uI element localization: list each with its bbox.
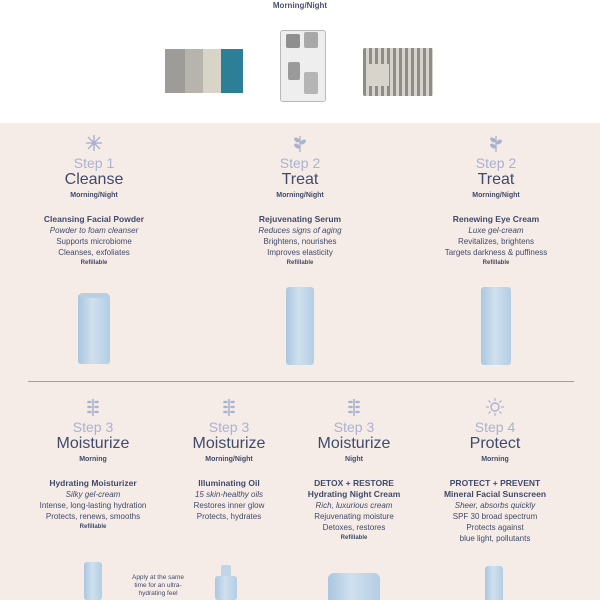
product-desc: Sheer, absorbs quickly — [454, 501, 536, 510]
application-note: Apply at the same time for an ultra-hydrating feel — [131, 574, 185, 597]
section-divider — [28, 381, 574, 382]
product-benefit: SPF 30 broad spectrum — [452, 512, 538, 521]
product-desc: Luxe gel-cream — [468, 226, 524, 235]
step-treat-serum — [218, 133, 382, 268]
step-time: Morning — [481, 456, 509, 463]
illuminating-oil-image — [215, 576, 237, 600]
product-benefit: Brightens, nourishes — [263, 237, 337, 246]
rejuvenating-serum-image — [286, 287, 314, 365]
product-benefit: Rejuvenating moisture — [314, 512, 394, 521]
product-benefit: Revitalizes, brightens — [457, 237, 535, 246]
step-moisturize-night — [289, 397, 419, 543]
product-desc: 15 skin-healthy oils — [194, 490, 264, 499]
product-benefit: Improves elasticity — [267, 248, 333, 257]
step-number: Step 2 — [475, 155, 517, 171]
face-cloths-image — [165, 49, 243, 95]
step-title: Moisturize — [56, 435, 130, 452]
top-band — [0, 0, 600, 123]
leaf-pattern-icon — [219, 397, 239, 417]
step-time: Morning/Night — [70, 192, 118, 199]
refillable-label: Refillable — [79, 524, 107, 530]
product-name: Renewing Eye Cream — [452, 214, 540, 224]
step-title: Protect — [469, 435, 521, 452]
step-time: Morning/Night — [205, 456, 253, 463]
product-name-line2: Mineral Facial Sunscreen — [443, 489, 547, 499]
wash-bag-image — [276, 26, 330, 106]
hydrating-moisturizer-image — [84, 562, 102, 600]
product-benefit: Protects, renews, smooths — [45, 512, 141, 521]
product-name: PROTECT + PREVENT — [449, 478, 541, 488]
step-title: Treat — [281, 171, 319, 188]
step-title: Moisturize — [192, 435, 266, 452]
step-time: Morning/Night — [276, 192, 324, 199]
product-benefit: Intense, long-lasting hydration — [39, 501, 147, 510]
step-number: Step 4 — [474, 419, 516, 435]
product-desc: Reduces signs of aging — [258, 226, 342, 235]
leaf-pattern-icon — [344, 397, 364, 417]
product-name: Illuminating Oil — [198, 478, 260, 488]
step-moisturize-hydrating — [28, 397, 158, 532]
leaf-branch-icon — [486, 133, 506, 153]
product-desc: Powder to foam cleanser — [49, 226, 139, 235]
step-title: Cleanse — [64, 171, 124, 188]
product-benefit: blue light, pollutants — [459, 534, 531, 543]
step-moisturize-oil — [164, 397, 294, 522]
asterisk-flower-icon — [84, 133, 104, 153]
striped-cloths-image — [363, 48, 433, 96]
step-cleanse — [12, 133, 176, 268]
cleansing-powder-image — [78, 294, 110, 364]
product-benefit: Protects against — [466, 523, 524, 532]
step-title: Treat — [477, 171, 515, 188]
product-benefit: Protects, hydrates — [196, 512, 262, 521]
step-time: Morning/Night — [472, 192, 520, 199]
step-protect — [430, 397, 560, 544]
leaf-pattern-icon — [83, 397, 103, 417]
step-number: Step 3 — [333, 419, 375, 435]
product-name: Cleansing Facial Powder — [43, 214, 145, 224]
sun-icon — [485, 397, 505, 417]
step-number: Step 1 — [73, 155, 115, 171]
step-time: Morning — [79, 456, 107, 463]
refillable-label: Refillable — [482, 260, 510, 266]
top-time-label: Morning/Night — [272, 1, 328, 10]
step-time: Night — [345, 456, 363, 463]
refillable-label: Refillable — [340, 535, 368, 541]
night-cream-jar-image — [328, 573, 380, 600]
product-benefit: Targets darkness & puffiness — [444, 248, 548, 257]
step-number: Step 3 — [208, 419, 250, 435]
product-benefit: Detoxes, restores — [322, 523, 386, 532]
refillable-label: Refillable — [80, 260, 108, 266]
product-name: Hydrating Moisturizer — [49, 478, 137, 488]
step-number: Step 3 — [72, 419, 114, 435]
step-treat-eye — [414, 133, 578, 268]
product-desc: Rich, luxurious cream — [315, 501, 393, 510]
product-name: Rejuvenating Serum — [258, 214, 342, 224]
product-benefit: Restores inner glow — [193, 501, 265, 510]
product-benefit: Cleanses, exfoliates — [58, 248, 130, 257]
product-benefit: Supports microbiome — [56, 237, 132, 246]
sunscreen-tube-image — [485, 566, 503, 600]
product-name: DETOX + RESTORE — [314, 478, 394, 488]
leaf-branch-icon — [290, 133, 310, 153]
product-name-line2: Hydrating Night Cream — [307, 489, 401, 499]
step-number: Step 2 — [279, 155, 321, 171]
step-title: Moisturize — [317, 435, 391, 452]
refillable-label: Refillable — [286, 260, 314, 266]
product-desc: Silky gel-cream — [65, 490, 121, 499]
eye-cream-image — [481, 287, 511, 365]
